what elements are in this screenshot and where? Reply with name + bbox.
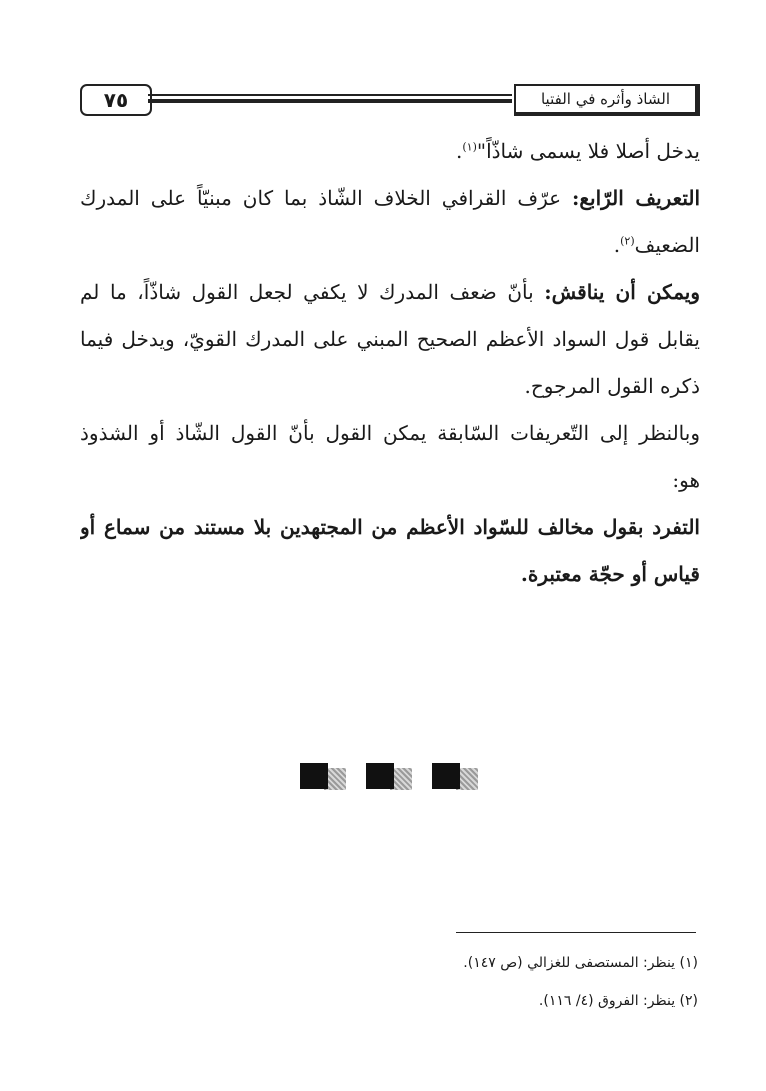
definition-label: التعريف الرّابع: bbox=[571, 186, 700, 210]
body-line: هو: bbox=[672, 468, 700, 492]
body-line bbox=[80, 269, 700, 316]
text-span: . bbox=[613, 233, 621, 257]
text-span: بأنّ ضعف المدرك لا يكفي لجعل القول شاذّاً، ما لم bbox=[80, 280, 545, 304]
header-rule-thin bbox=[148, 94, 512, 96]
footnote-marker: (١) bbox=[462, 140, 477, 154]
header-rule-thick bbox=[148, 99, 512, 103]
body-line bbox=[80, 128, 700, 175]
running-header bbox=[80, 84, 700, 120]
ornament-square bbox=[366, 763, 394, 789]
discussion-label: ويمكن أن يناقش: bbox=[544, 280, 700, 304]
footnote: (١) ينظر: المستصفى للغزالي (ص ١٤٧). bbox=[463, 955, 698, 971]
footnote-separator bbox=[456, 932, 696, 933]
footnote: (٢) ينظر: الفروق (٤/ ١١٦). bbox=[538, 993, 698, 1009]
ornament-square bbox=[300, 763, 328, 789]
running-title: الشاذ وأثره في الفتيا bbox=[514, 84, 700, 116]
conclusion-line: التفرد بقول مخالف للسّواد الأعظم من المجتهدين بلا مستند من سماع أو bbox=[80, 515, 700, 539]
body-line: ذكره القول المرجوح. bbox=[524, 374, 700, 398]
page-body bbox=[80, 128, 700, 598]
footnotes bbox=[298, 944, 698, 1020]
footnote-marker: (٢) bbox=[620, 234, 635, 248]
text-span: عرّف القرافي الخلاف الشّاذ بما كان مبنيّاً على المدرك bbox=[80, 186, 572, 210]
body-line bbox=[80, 175, 700, 222]
conclusion-line: قياس أو حجّة معتبرة. bbox=[520, 562, 700, 586]
body-line: يقابل قول السواد الأعظم الصحيح المبني على المدرك القويّ، ويدخل فيما bbox=[80, 327, 700, 351]
page-number: ٧٥ bbox=[80, 84, 152, 116]
section-separator-ornament bbox=[300, 763, 484, 791]
ornament-square bbox=[432, 763, 460, 789]
text-span: . bbox=[456, 139, 463, 163]
text-span: الضعيف bbox=[634, 233, 700, 257]
body-line bbox=[80, 222, 700, 269]
body-line: وبالنظر إلى التّعريفات السّابقة يمكن القول بأنّ القول الشّاذ أو الشذوذ bbox=[80, 421, 700, 445]
text-span: يدخل أصلا فلا يسمى شاذّاً" bbox=[476, 139, 700, 163]
